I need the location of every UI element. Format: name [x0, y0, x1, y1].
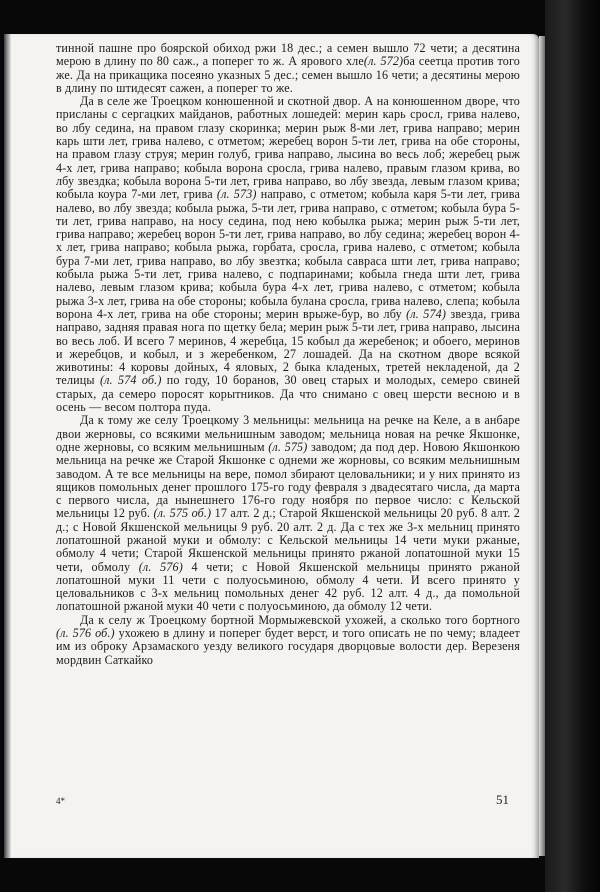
text-segment: Да к тому же селу Троецкому 3 мельницы: мельница на речке на Келе, а в анбаре двои жерновы, со всякими мельнишным заводом; мельница новая на речке Якшонке, одне жерновы, со всяким мельнишным [56, 413, 520, 454]
paragraph-2 [56, 95, 520, 414]
text-segment: ба сеетца против того же. Да на прикащика посеяно указных 5 дес.; семен вышло 16 чети; а десятины мерою в длину по штидесят сажен, а поперег то же. [56, 54, 521, 95]
folio-reference: (л. 574) [406, 306, 447, 321]
folio-reference: (л. 575) [268, 439, 308, 454]
folio-reference: (л. 575 об.) [153, 506, 212, 521]
text-segment: ухожею в длину и поперег будет верст, и того описать не по чему; владеет им из оброку Арзамаского уезду великого государя дворцовые волости дер. Верезеня мордвин Саткайко [56, 626, 520, 667]
folio-reference: (л. 576 об.) [56, 626, 115, 641]
folio-reference: (л. 574 об.) [99, 373, 162, 388]
page-left-edge [4, 34, 11, 858]
page-body-text [56, 42, 520, 667]
folio-reference: (л. 576) [138, 559, 183, 574]
text-segment: 4 чети; с Новой Якшенской мельницы принято ржаной лопатошной муки 11 чети с полуосьминою, обмолу 4 чети. И всего принято у целовальников с 3-х мельниц помольных денег 42 руб. 12 алт. 4 д., да помольной лопатошной ржаной муки 40 чети с полуосьминою, да обмолу 12 чети. [56, 559, 521, 614]
text-segment: тинной пашне про боярской обиход ржи 18 дес.; а семен вышло 72 чети; а десятина мерою в длину по 80 саж., а поперег то ж. А ярового хле [56, 41, 520, 69]
book-binding-shadow [545, 0, 600, 892]
paragraph-3 [56, 414, 520, 613]
signature-mark: 4* [56, 796, 65, 806]
page-number: 51 [496, 792, 509, 807]
folio-reference: (л. 572) [363, 54, 404, 69]
folio-reference: (л. 573) [216, 187, 257, 202]
text-segment: заводом; да под дер. Новою Якшонкою мельница на речке же Старой Якшонке с однеми же жорновы, со всяким мельнишным заводом. А те все мельницы на вере, помол збирают целовальники; и у них принято из ящиков помольных денег прошлого 175-го году февраля з двадесятаго числа, да марта с первого числа, да нынешнего 176-го году ноября по первое число: с Кельской мельницы 12 руб. [56, 439, 520, 521]
text-segment: направо, с отметом; кобыла каря 5-ти лет, грива налево, во лбу звезда; кобыла рыжа, 5-ти лет, грива направо, с отметом; кобыла бура 5-ти лет, грива направо, на носу седина, под нею кобылка рыжа; мерин рыж 5-ти лет, грива направо; жеребец ворон 5-ти лет, грива направо, во лбу седина; жеребец ворон 4-х лет, грива направо; кобыла рыжа, горбата, сросла, грива налево, с отметом; кобыла бура 7-ми лет, грива направо, во лбу звезтка; кобыла савраса шти лет, грива направо; кобыла рыжа 5-ти лет, грива налево, с подпаринами; кобыла гнеда шти лет, грива налево, левым глазом крива; кобыла бура 4-х лет, грива налево, с отметом; кобыла рыжа 3-х лет, грива на обе стороны; кобыла булана сросла, грива налево, слепа; кобыла ворона 4-х лет, грива на обе стороны; мерин врыже-бур, во лбу [56, 187, 521, 321]
text-segment: Да в селе же Троецком конюшенной и скотной двор. А на конюшенном дворе, что присланы с сергацких майданов, работных лошедей: мерин карь сросл, грива налево, во лбу седина, на правом глазу скоринка; мерин рыж 8-ми лет, грива направо; мерин карь шти лет, грива налево, с отметом; жеребец ворон 5-ти лет, грива на обе стороны, на правом глазу струя; мерин голуб, грива направо, лысина во весь лоб; жеребец рыж 4-х лет, грива направо; кобыла ворона сросла, грива налево, правым глазом крива, во лбу звездка; кобыла ворона 5-ти лет, грива направо, во лбу звезда, левым глазом крива; кобыла коура 7-ми лет, грива [56, 94, 520, 202]
text-segment: звезда, грива направо, задняя правая нога по щетку бела; мерин рыж 5-ти лет, грива направо, лысина во весь лоб. И всего 7 меринов, 4 жеребца, 15 кобыл да жеребенок; и обоего, меринов и жеребцов, и кобыл, и з жеребенком, 27 лошадей. Да на скотном дворе всякой животины: 4 коровы дойных, 4 яловых, 2 быка кладеных, третей некладеной, да 2 телицы [56, 306, 520, 388]
page-right-edge [539, 36, 545, 856]
text-segment: 17 алт. 2 д.; Старой Якшенской мельницы 20 руб. 8 алт. 2 д.; с Новой Якшенской мельницы 9 руб. 20 алт. 2 д. Да с тех же 3-х мельниц принято лопатошной ржаной муки и обмолу: с Кельской мельницы 14 чети муки ржаные, обмолу 4 чети; Старой Якшенской мельницы принято ржаной лопатошной муки 15 чети, обмолу [56, 506, 520, 574]
text-segment: по году, 10 боранов, 30 овец старых и молодых, семеро свиней старых, да семеро поросят корытников. Да что снимано с овец шерсти весною и в осень — весом полтора пуда. [56, 373, 520, 415]
paragraph-1 [56, 42, 520, 95]
text-segment: Да к селу ж Троецкому бортной Мормыжевской ухожей, а сколько того бортного [80, 612, 520, 627]
paragraph-4 [56, 614, 520, 667]
